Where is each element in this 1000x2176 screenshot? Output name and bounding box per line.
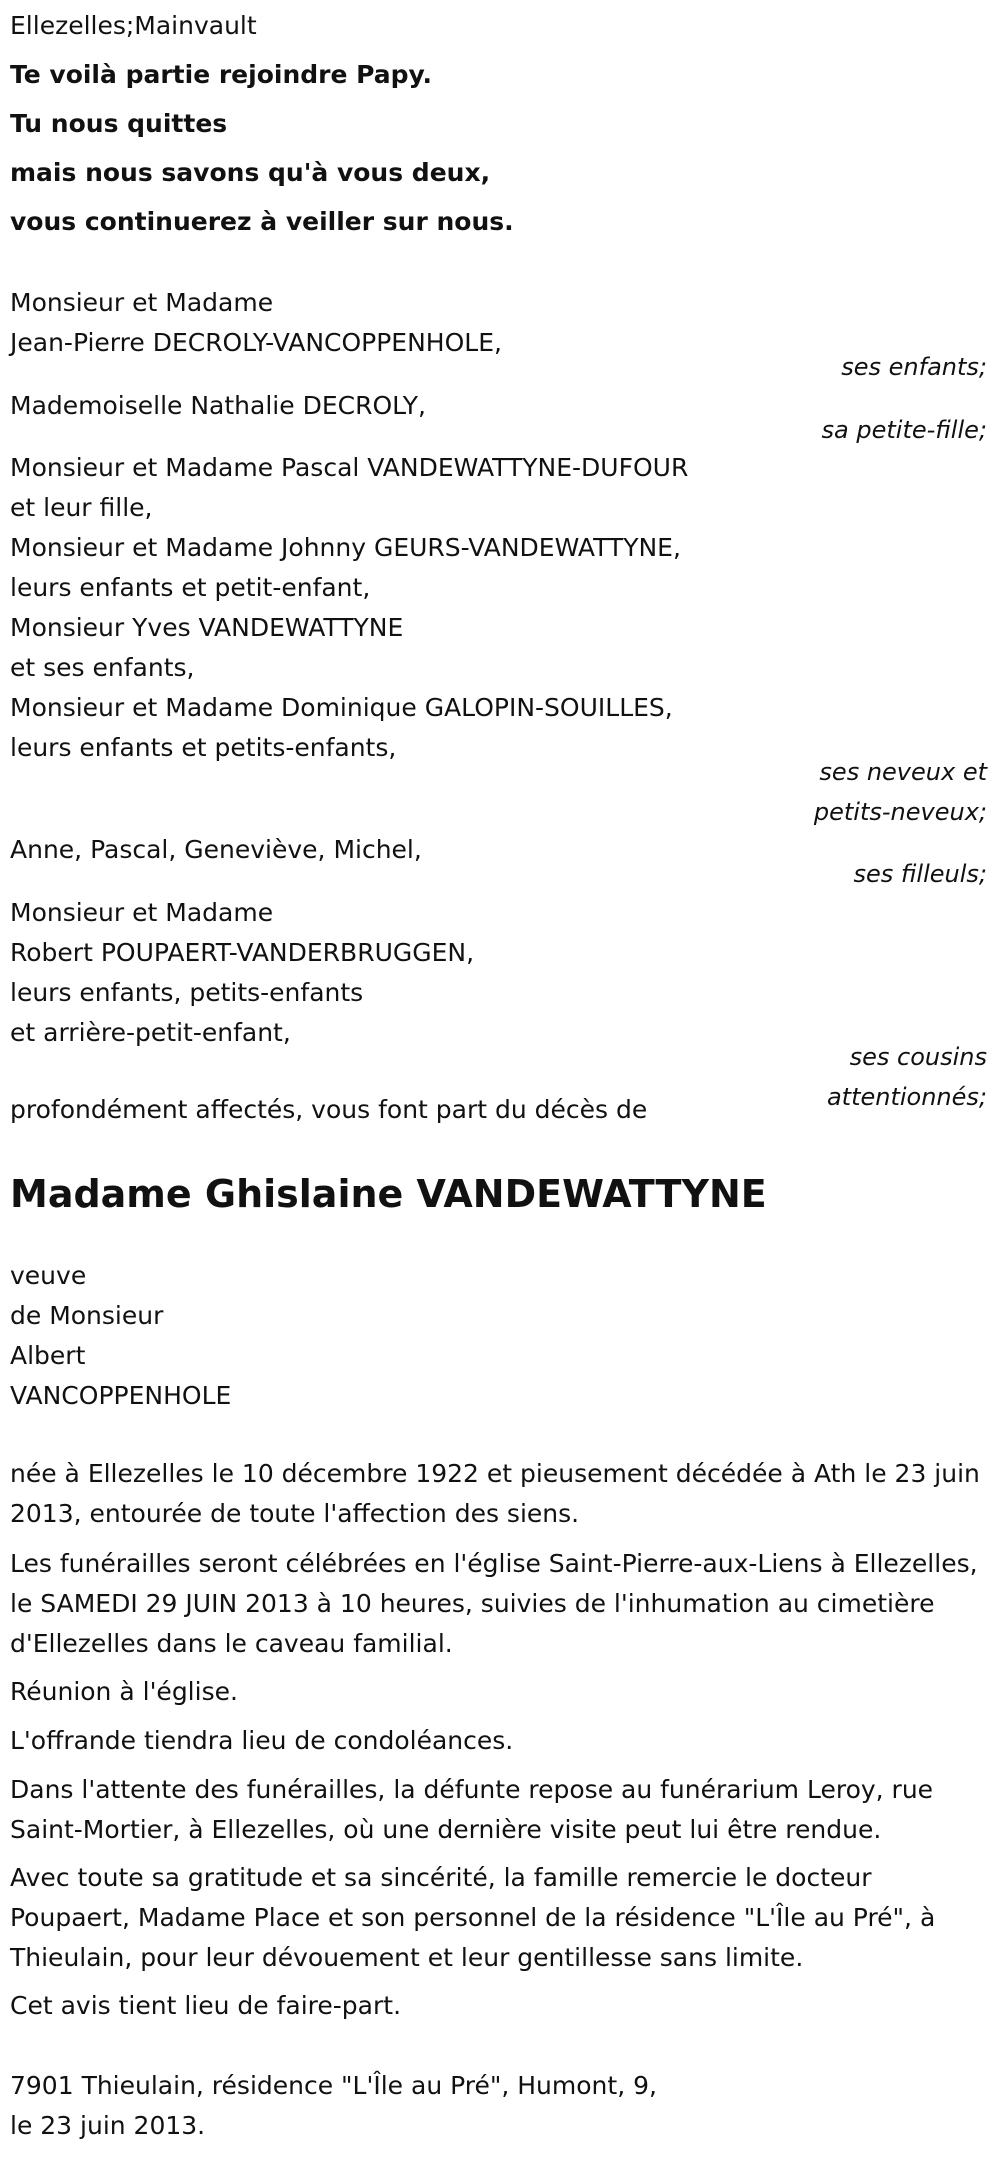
widow-line: de Monsieur: [10, 1301, 164, 1330]
condolences-paragraph: L'offrande tiendra lieu de condoléances.: [10, 1726, 514, 1755]
family-line: et arrière-petit-enfant,: [10, 1018, 291, 1047]
poem-line: mais nous savons qu'à vous deux,: [10, 158, 491, 187]
role-label: sa petite-fille;: [821, 416, 987, 444]
family-line: Monsieur et Madame: [10, 898, 274, 927]
role-label: ses enfants;: [841, 353, 987, 381]
role-label: attentionnés;: [826, 1083, 987, 1111]
notice-paragraph: Cet avis tient lieu de faire-part.: [10, 1991, 402, 2020]
footer-address: 7901 Thieulain, résidence "L'Île au Pré", Humont, 9,: [10, 2071, 657, 2100]
widow-line: Albert: [10, 1341, 86, 1370]
meeting-paragraph: Réunion à l'église.: [10, 1677, 238, 1706]
family-line: Robert POUPAERT-VANDERBRUGGEN,: [10, 938, 475, 967]
place-header: Ellezelles;Mainvault: [10, 11, 257, 40]
family-line: Monsieur Yves VANDEWATTYNE: [10, 613, 404, 642]
family-line: Monsieur et Madame: [10, 288, 274, 317]
family-line: leurs enfants et petits-enfants,: [10, 733, 397, 762]
funerarium-paragraph: Dans l'attente des funérailles, la défunte repose au funérarium Leroy, rue Saint-Mortier, à Ellezelles, où une dernière visite peut lui être rendue.: [10, 1775, 934, 1844]
family-line: leurs enfants, petits-enfants: [10, 978, 364, 1007]
family-line: et ses enfants,: [10, 653, 195, 682]
family-line: Anne, Pascal, Geneviève, Michel,: [10, 835, 422, 864]
family-line: Mademoiselle Nathalie DECROLY,: [10, 391, 426, 420]
poem-line: Tu nous quittes: [10, 109, 228, 138]
role-label: ses neveux et: [819, 758, 987, 786]
birth-death-paragraph: née à Ellezelles le 10 décembre 1922 et pieusement décédée à Ath le 23 juin 2013, entourée de toute l'affection des siens.: [10, 1459, 980, 1528]
role-label: ses cousins: [849, 1043, 987, 1071]
family-line: Monsieur et Madame Johnny GEURS-VANDEWATTYNE,: [10, 533, 681, 562]
footer-date: le 23 juin 2013.: [10, 2111, 206, 2140]
role-label: ses filleuls;: [853, 860, 987, 888]
family-line: Monsieur et Madame Dominique GALOPIN-SOUILLES,: [10, 693, 673, 722]
thanks-paragraph: Avec toute sa gratitude et sa sincérité, la famille remercie le docteur Poupaert, Madame Place et son personnel de la résidence "L'Île au Pré", à Thieulain, pour leur dévouement et leur gentillesse sans limite.: [10, 1863, 936, 1972]
family-line: Jean-Pierre DECROLY-VANCOPPENHOLE,: [10, 328, 502, 357]
poem-line: vous continuerez à veiller sur nous.: [10, 207, 514, 236]
family-line: Monsieur et Madame Pascal VANDEWATTYNE-DUFOUR: [10, 453, 689, 482]
family-line: et leur fille,: [10, 493, 153, 522]
family-line: leurs enfants et petit-enfant,: [10, 573, 371, 602]
funeral-paragraph: Les funérailles seront célébrées en l'église Saint-Pierre-aux-Liens à Ellezelles, le SAMEDI 29 JUIN 2013 à 10 heures, suivies de l'inhumation au cimetière d'Ellezelles dans le caveau familial.: [10, 1549, 978, 1658]
deceased-name: Madame Ghislaine VANDEWATTYNE: [10, 1172, 767, 1216]
announcement-line: profondément affectés, vous font part du décès de: [10, 1095, 648, 1124]
role-label: petits-neveux;: [813, 798, 987, 826]
widow-line: VANCOPPENHOLE: [10, 1381, 232, 1410]
poem-line: Te voilà partie rejoindre Papy.: [10, 60, 433, 89]
widow-line: veuve: [10, 1261, 87, 1290]
